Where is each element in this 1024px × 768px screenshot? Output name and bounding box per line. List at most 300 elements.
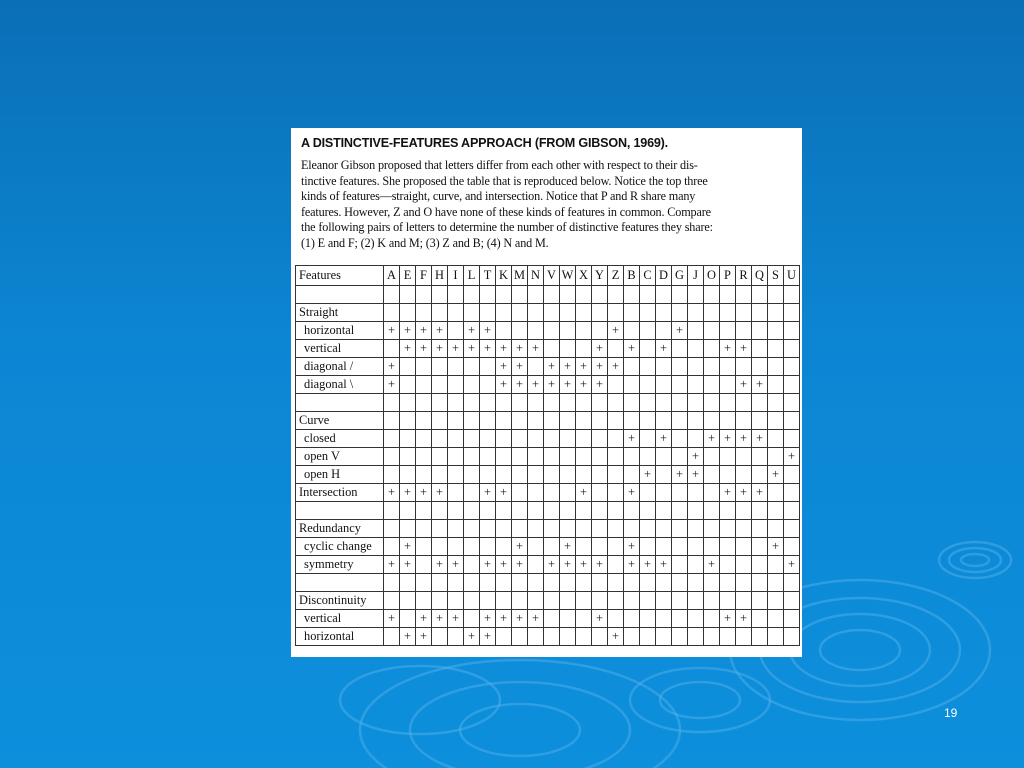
feature-label: vertical (296, 340, 384, 358)
empty-cell (576, 628, 592, 646)
empty-cell (544, 340, 560, 358)
empty-cell (768, 592, 784, 610)
mark-cell: + (384, 322, 400, 340)
empty-cell (640, 358, 656, 376)
feature-label: diagonal \ (296, 376, 384, 394)
empty-cell (704, 520, 720, 538)
mark-cell: + (768, 538, 784, 556)
empty-cell (512, 448, 528, 466)
empty-cell (560, 304, 576, 322)
mark-cell: + (608, 322, 624, 340)
empty-cell (400, 574, 416, 592)
mark-cell: + (512, 556, 528, 574)
empty-cell (640, 304, 656, 322)
empty-cell (784, 430, 800, 448)
mark-cell: + (400, 484, 416, 502)
empty-cell (640, 484, 656, 502)
mark-cell: + (400, 538, 416, 556)
empty-cell (560, 322, 576, 340)
mark-cell: + (608, 628, 624, 646)
empty-cell (448, 430, 464, 448)
empty-cell (656, 286, 672, 304)
empty-cell (608, 502, 624, 520)
empty-cell (640, 592, 656, 610)
empty-cell (384, 394, 400, 412)
empty-cell (672, 430, 688, 448)
mark-cell: + (384, 556, 400, 574)
mark-cell: + (464, 628, 480, 646)
empty-cell (432, 394, 448, 412)
mark-cell: + (464, 322, 480, 340)
empty-cell (736, 394, 752, 412)
blank-cell (296, 286, 384, 304)
empty-cell (560, 484, 576, 502)
empty-cell (720, 592, 736, 610)
empty-cell (720, 502, 736, 520)
empty-cell (640, 520, 656, 538)
empty-cell (576, 502, 592, 520)
empty-cell (384, 628, 400, 646)
empty-cell (736, 448, 752, 466)
empty-cell (688, 538, 704, 556)
empty-cell (784, 322, 800, 340)
empty-cell (640, 286, 656, 304)
mark-cell: + (624, 430, 640, 448)
header-letter-d: D (656, 266, 672, 286)
mark-cell: + (400, 322, 416, 340)
empty-cell (608, 412, 624, 430)
mark-cell: + (592, 376, 608, 394)
empty-cell (544, 304, 560, 322)
group-row (296, 592, 800, 610)
empty-cell (608, 304, 624, 322)
mark-cell: + (576, 358, 592, 376)
empty-cell (736, 286, 752, 304)
empty-cell (560, 520, 576, 538)
mark-cell: + (416, 340, 432, 358)
feature-label: open V (296, 448, 384, 466)
empty-cell (656, 376, 672, 394)
mark-cell: + (480, 628, 496, 646)
header-letter-j: J (688, 266, 704, 286)
empty-cell (592, 304, 608, 322)
empty-cell (512, 304, 528, 322)
empty-cell (752, 610, 768, 628)
empty-cell (624, 610, 640, 628)
empty-cell (704, 610, 720, 628)
empty-cell (752, 394, 768, 412)
empty-cell (400, 286, 416, 304)
empty-cell (592, 592, 608, 610)
empty-cell (496, 430, 512, 448)
empty-cell (560, 466, 576, 484)
empty-cell (400, 610, 416, 628)
feature-row (296, 430, 800, 448)
paragraph-line: (1) E and F; (2) K and M; (3) Z and B; (4) N and M. (301, 235, 549, 250)
empty-cell (752, 322, 768, 340)
mark-cell: + (640, 466, 656, 484)
blank-row (296, 574, 800, 592)
empty-cell (576, 538, 592, 556)
empty-cell (432, 502, 448, 520)
empty-cell (608, 376, 624, 394)
mark-cell: + (736, 376, 752, 394)
mark-cell: + (480, 340, 496, 358)
mark-cell: + (448, 556, 464, 574)
empty-cell (688, 340, 704, 358)
empty-cell (560, 502, 576, 520)
empty-cell (384, 412, 400, 430)
empty-cell (688, 556, 704, 574)
empty-cell (608, 592, 624, 610)
empty-cell (560, 448, 576, 466)
empty-cell (448, 358, 464, 376)
empty-cell (432, 520, 448, 538)
empty-cell (656, 412, 672, 430)
empty-cell (704, 376, 720, 394)
empty-cell (448, 286, 464, 304)
empty-cell (752, 592, 768, 610)
empty-cell (464, 430, 480, 448)
mark-cell: + (720, 610, 736, 628)
mark-cell: + (480, 556, 496, 574)
empty-cell (688, 376, 704, 394)
empty-cell (464, 394, 480, 412)
header-features: Features (296, 266, 384, 286)
empty-cell (736, 574, 752, 592)
empty-cell (704, 340, 720, 358)
empty-cell (784, 412, 800, 430)
mark-cell: + (624, 340, 640, 358)
empty-cell (656, 322, 672, 340)
empty-cell (512, 322, 528, 340)
empty-cell (576, 520, 592, 538)
mark-cell: + (736, 610, 752, 628)
empty-cell (752, 412, 768, 430)
mark-cell: + (528, 340, 544, 358)
empty-cell (560, 592, 576, 610)
mark-cell: + (560, 556, 576, 574)
empty-cell (720, 520, 736, 538)
empty-cell (512, 430, 528, 448)
mark-cell: + (752, 484, 768, 502)
empty-cell (688, 592, 704, 610)
empty-cell (592, 448, 608, 466)
header-letter-s: S (768, 266, 784, 286)
empty-cell (624, 592, 640, 610)
empty-cell (768, 286, 784, 304)
empty-cell (752, 466, 768, 484)
empty-cell (688, 574, 704, 592)
empty-cell (768, 502, 784, 520)
empty-cell (720, 466, 736, 484)
empty-cell (384, 574, 400, 592)
empty-cell (416, 520, 432, 538)
empty-cell (480, 394, 496, 412)
empty-cell (544, 322, 560, 340)
mark-cell: + (656, 556, 672, 574)
empty-cell (416, 358, 432, 376)
empty-cell (672, 538, 688, 556)
mark-cell: + (544, 376, 560, 394)
mark-cell: + (416, 610, 432, 628)
empty-cell (480, 520, 496, 538)
paragraph-line: Eleanor Gibson proposed that letters differ from each other with respect to their dis- (301, 158, 698, 172)
mark-cell: + (416, 322, 432, 340)
empty-cell (592, 520, 608, 538)
empty-cell (400, 502, 416, 520)
empty-cell (480, 448, 496, 466)
empty-cell (592, 574, 608, 592)
mark-cell: + (784, 448, 800, 466)
empty-cell (384, 502, 400, 520)
empty-cell (432, 592, 448, 610)
empty-cell (672, 574, 688, 592)
empty-cell (736, 412, 752, 430)
mark-cell: + (512, 340, 528, 358)
empty-cell (704, 484, 720, 502)
empty-cell (416, 466, 432, 484)
empty-cell (464, 466, 480, 484)
empty-cell (768, 430, 784, 448)
mark-cell: + (496, 340, 512, 358)
empty-cell (432, 628, 448, 646)
group-row (296, 304, 800, 322)
empty-cell (480, 538, 496, 556)
mark-cell: + (624, 484, 640, 502)
empty-cell (528, 520, 544, 538)
empty-cell (656, 358, 672, 376)
empty-cell (720, 556, 736, 574)
empty-cell (560, 286, 576, 304)
empty-cell (528, 286, 544, 304)
empty-cell (560, 340, 576, 358)
mark-cell: + (592, 358, 608, 376)
empty-cell (720, 412, 736, 430)
empty-cell (464, 484, 480, 502)
empty-cell (464, 376, 480, 394)
empty-cell (672, 556, 688, 574)
empty-cell (656, 574, 672, 592)
empty-cell (480, 430, 496, 448)
mark-cell: + (432, 484, 448, 502)
empty-cell (736, 466, 752, 484)
header-letter-p: P (720, 266, 736, 286)
empty-cell (528, 322, 544, 340)
empty-cell (768, 322, 784, 340)
empty-cell (720, 322, 736, 340)
empty-cell (768, 574, 784, 592)
empty-cell (528, 430, 544, 448)
empty-cell (432, 286, 448, 304)
feature-row (296, 628, 800, 646)
empty-cell (576, 610, 592, 628)
empty-cell (496, 304, 512, 322)
empty-cell (448, 484, 464, 502)
empty-cell (544, 484, 560, 502)
mark-cell: + (496, 556, 512, 574)
empty-cell (416, 448, 432, 466)
empty-cell (512, 628, 528, 646)
empty-cell (640, 610, 656, 628)
empty-cell (528, 448, 544, 466)
header-letter-b: B (624, 266, 640, 286)
empty-cell (448, 466, 464, 484)
feature-label: open H (296, 466, 384, 484)
group-row (296, 520, 800, 538)
empty-cell (608, 610, 624, 628)
empty-cell (400, 430, 416, 448)
empty-cell (608, 484, 624, 502)
paragraph-line: the following pairs of letters to determine the number of distinctive features they share: (301, 220, 713, 235)
empty-cell (656, 628, 672, 646)
blank-cell (296, 394, 384, 412)
empty-cell (544, 430, 560, 448)
empty-cell (544, 448, 560, 466)
empty-cell (688, 394, 704, 412)
empty-cell (400, 592, 416, 610)
empty-cell (448, 592, 464, 610)
feature-row (296, 556, 800, 574)
empty-cell (640, 340, 656, 358)
empty-cell (416, 412, 432, 430)
feature-row (296, 322, 800, 340)
feature-row (296, 448, 800, 466)
empty-cell (784, 304, 800, 322)
mark-cell: + (448, 610, 464, 628)
empty-cell (496, 448, 512, 466)
mark-cell: + (576, 556, 592, 574)
empty-cell (400, 358, 416, 376)
empty-cell (784, 484, 800, 502)
mark-cell: + (384, 358, 400, 376)
empty-cell (512, 502, 528, 520)
empty-cell (480, 502, 496, 520)
empty-cell (592, 412, 608, 430)
empty-cell (592, 286, 608, 304)
empty-cell (448, 304, 464, 322)
empty-cell (768, 484, 784, 502)
empty-cell (448, 322, 464, 340)
empty-cell (688, 520, 704, 538)
empty-cell (560, 628, 576, 646)
mark-cell: + (656, 340, 672, 358)
mark-cell: + (640, 556, 656, 574)
figure-paragraph (301, 158, 795, 252)
empty-cell (608, 430, 624, 448)
empty-cell (496, 574, 512, 592)
empty-cell (384, 466, 400, 484)
empty-cell (656, 394, 672, 412)
empty-cell (640, 394, 656, 412)
empty-cell (704, 322, 720, 340)
empty-cell (768, 520, 784, 538)
mark-cell: + (384, 376, 400, 394)
empty-cell (784, 538, 800, 556)
mark-cell: + (576, 376, 592, 394)
empty-cell (640, 628, 656, 646)
feature-row (296, 610, 800, 628)
mark-cell: + (384, 484, 400, 502)
empty-cell (544, 538, 560, 556)
empty-cell (608, 448, 624, 466)
header-letter-y: Y (592, 266, 608, 286)
empty-cell (528, 538, 544, 556)
mark-cell: + (672, 466, 688, 484)
mark-cell: + (688, 466, 704, 484)
empty-cell (720, 394, 736, 412)
empty-cell (464, 592, 480, 610)
empty-cell (688, 502, 704, 520)
empty-cell (400, 448, 416, 466)
empty-cell (464, 610, 480, 628)
header-letter-x: X (576, 266, 592, 286)
empty-cell (704, 412, 720, 430)
mark-cell: + (592, 340, 608, 358)
empty-cell (656, 448, 672, 466)
empty-cell (384, 448, 400, 466)
empty-cell (640, 574, 656, 592)
header-letter-e: E (400, 266, 416, 286)
empty-cell (592, 322, 608, 340)
empty-cell (496, 286, 512, 304)
empty-cell (768, 628, 784, 646)
header-letter-a: A (384, 266, 400, 286)
feature-label: vertical (296, 610, 384, 628)
mark-cell: + (416, 628, 432, 646)
empty-cell (768, 376, 784, 394)
empty-cell (688, 430, 704, 448)
mark-cell: + (784, 556, 800, 574)
empty-cell (496, 466, 512, 484)
blank-cell (296, 574, 384, 592)
empty-cell (496, 502, 512, 520)
empty-cell (688, 304, 704, 322)
empty-cell (544, 520, 560, 538)
empty-cell (624, 412, 640, 430)
mark-cell: + (480, 484, 496, 502)
empty-cell (576, 448, 592, 466)
empty-cell (768, 412, 784, 430)
empty-cell (448, 412, 464, 430)
empty-cell (480, 286, 496, 304)
empty-cell (384, 340, 400, 358)
empty-cell (560, 574, 576, 592)
empty-cell (464, 448, 480, 466)
empty-cell (768, 556, 784, 574)
empty-cell (752, 286, 768, 304)
mark-cell: + (592, 610, 608, 628)
empty-cell (416, 304, 432, 322)
empty-cell (480, 574, 496, 592)
mark-cell: + (432, 610, 448, 628)
empty-cell (656, 610, 672, 628)
empty-cell (544, 628, 560, 646)
empty-cell (528, 304, 544, 322)
empty-cell (608, 466, 624, 484)
empty-cell (448, 448, 464, 466)
empty-cell (704, 358, 720, 376)
header-letter-r: R (736, 266, 752, 286)
mark-cell: + (496, 376, 512, 394)
empty-cell (464, 556, 480, 574)
empty-cell (640, 430, 656, 448)
empty-cell (400, 376, 416, 394)
paragraph-line: kinds of features—straight, curve, and intersection. Notice that P and R share many (301, 189, 696, 204)
empty-cell (752, 340, 768, 358)
empty-cell (720, 538, 736, 556)
empty-cell (720, 286, 736, 304)
